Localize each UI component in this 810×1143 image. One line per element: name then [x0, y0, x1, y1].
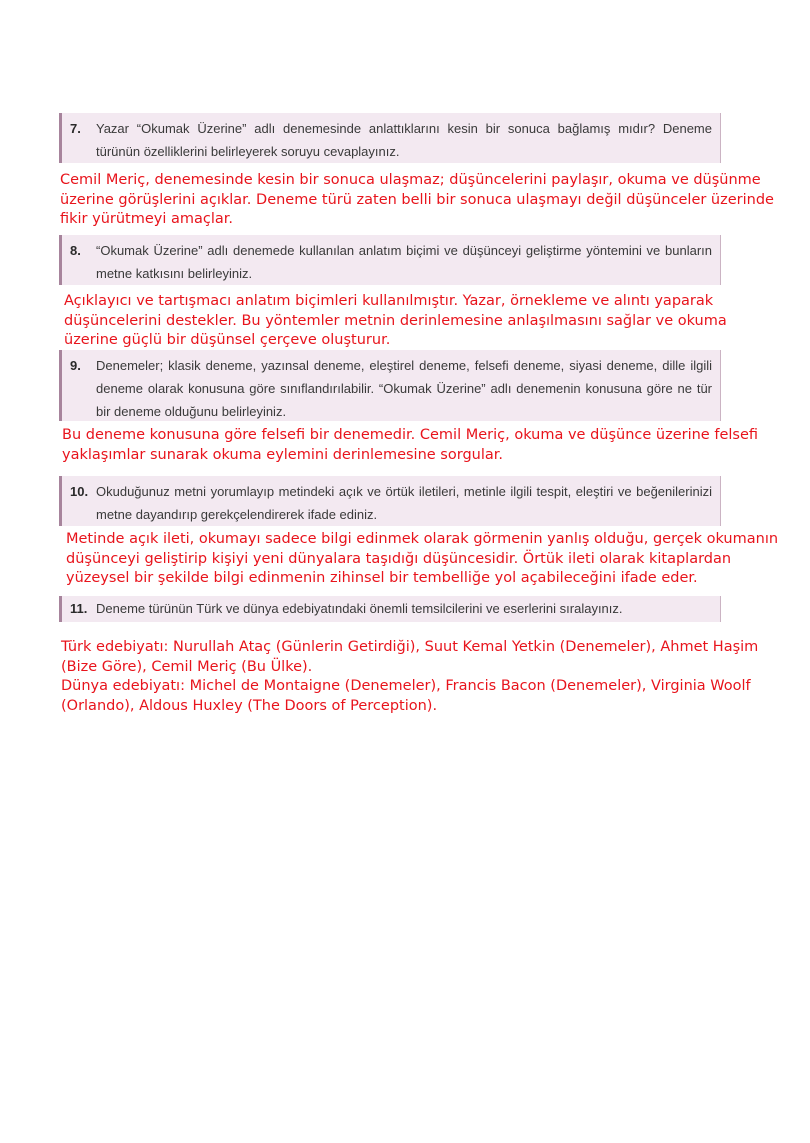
question-9-box [59, 350, 721, 421]
answer-11 [61, 638, 781, 716]
question-number: 11. [70, 601, 88, 616]
question-text: “Okumak Üzerine” adlı denemede kullanılan anlatım biçimi ve düşünceyi geliştirme yöntemini ve bunların metne katkısını belirleyiniz. [96, 243, 712, 281]
answer-7 [60, 171, 775, 230]
question-number: 9. [70, 358, 81, 373]
question-text: Denemeler; klasik deneme, yazınsal deneme, eleştirel deneme, felsefi deneme, siyasi deneme, dille ilgili deneme olarak konusuna göre sınıflandırılabilir. “Okumak Üzerine” adlı denemenin konusuna göre ne tür bir deneme olduğunu belirleyiniz. [96, 358, 712, 419]
answer-text: Metinde açık ileti, okumayı sadece bilgi edinmek olarak görmenin yanlış olduğu, gerçek okumanın düşünceyi geliştirip kişiyi yeni dünyalara taşıdığı düşüncesidir. Örtük ileti olarak kitaplardan yüzeysel bir şekilde bilgi edinmenin zihinsel bir tembelliğe yol açabileceğini ifade eder. [66, 531, 779, 586]
question-8-box [59, 235, 721, 285]
question-text: Okuduğunuz metni yorumlayıp metindeki açık ve örtük iletileri, metinle ilgili tespit, eleştiri ve beğenilerinizi metne dayandırıp gerekçelendirerek ifade ediniz. [96, 484, 712, 522]
answer-turkish-literature: Türk edebiyatı: Nurullah Ataç (Günlerin Getirdiği), Suut Kemal Yetkin (Denemeler), Ahmet Haşim (Bize Göre), Cemil Meriç (Bu Ülke). [61, 639, 759, 675]
question-10-box [59, 476, 721, 526]
question-text: Yazar “Okumak Üzerine” adlı denemesinde anlattıklarını kesin bir sonuca bağlamış mıdır? Deneme türünün özelliklerini belirleyerek soruyu cevaplayınız. [96, 121, 712, 159]
answer-world-literature: Dünya edebiyatı: Michel de Montaigne (Denemeler), Francis Bacon (Denemeler), Virginia Woolf (Orlando), Aldous Huxley (The Doors of Perception). [61, 678, 751, 714]
answer-text: Cemil Meriç, denemesinde kesin bir sonuca ulaşmaz; düşüncelerini paylaşır, okuma ve düşünme üzerine görüşlerini açıklar. Deneme türü zaten belli bir sonuca ulaşmayı değil düşünceler üzerinde fikir yürütmeyi amaçlar. [60, 172, 774, 227]
answer-10 [66, 530, 796, 589]
answer-8 [64, 292, 764, 351]
answer-text: Açıklayıcı ve tartışmacı anlatım biçimleri kullanılmıştır. Yazar, örnekleme ve alıntı yaparak düşüncelerini destekler. Bu yöntemler metnin derinlemesine anlaşılmasını sağlar ve okuma üzerine güçlü bir düşünsel çerçeve oluşturur. [64, 293, 727, 348]
question-number: 10. [70, 484, 89, 499]
question-number: 7. [70, 121, 81, 136]
question-11-box [59, 596, 721, 622]
answer-text: Bu deneme konusuna göre felsefi bir denemedir. Cemil Meriç, okuma ve düşünce üzerine felsefi yaklaşımlar sunarak okuma eylemini derinlemesine sorgular. [62, 427, 758, 463]
question-text: Deneme türünün Türk ve dünya edebiyatındaki önemli temsilcilerini ve eserlerini sıralayınız. [96, 601, 623, 616]
question-number: 8. [70, 243, 81, 258]
question-7-box [59, 113, 721, 163]
answer-9 [62, 426, 782, 465]
